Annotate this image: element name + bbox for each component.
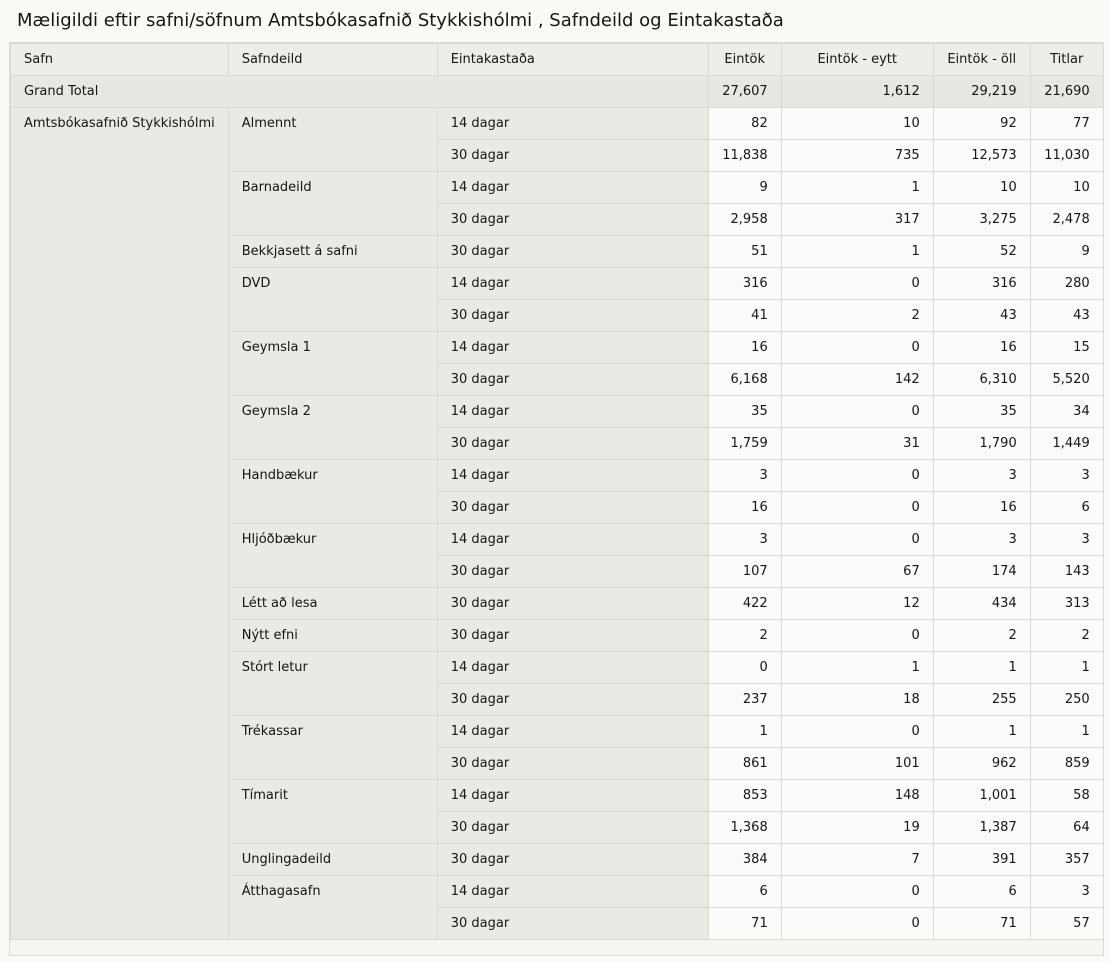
eintok-oll-cell: 391 xyxy=(933,844,1030,876)
eintakastada-cell: 14 dagar xyxy=(437,172,708,204)
safndeild-cell: Trékassar xyxy=(228,716,437,780)
eintok-cell: 35 xyxy=(708,396,781,428)
safndeild-cell: Tímarit xyxy=(228,780,437,844)
eintakastada-cell: 14 dagar xyxy=(437,396,708,428)
eintok-cell: 1 xyxy=(708,716,781,748)
eintakastada-cell: 14 dagar xyxy=(437,108,708,140)
table-row xyxy=(11,108,1104,140)
eintok-eytt-cell: 19 xyxy=(781,812,933,844)
safndeild-cell: Geymsla 1 xyxy=(228,332,437,396)
eintok-eytt-cell: 7 xyxy=(781,844,933,876)
eintok-cell: 82 xyxy=(708,108,781,140)
pivot-table xyxy=(10,43,1104,940)
eintok-eytt-cell: 142 xyxy=(781,364,933,396)
eintok-cell: 9 xyxy=(708,172,781,204)
eintok-oll-cell: 35 xyxy=(933,396,1030,428)
titlar-cell: 3 xyxy=(1030,876,1103,908)
eintakastada-cell: 14 dagar xyxy=(437,780,708,812)
eintok-oll-cell: 962 xyxy=(933,748,1030,780)
titlar-cell: 280 xyxy=(1030,268,1103,300)
eintakastada-cell: 14 dagar xyxy=(437,268,708,300)
eintok-oll-cell: 1 xyxy=(933,652,1030,684)
eintok-cell: 41 xyxy=(708,300,781,332)
col-header-titlar[interactable]: Titlar xyxy=(1030,44,1103,76)
grand-total-titlar: 21,690 xyxy=(1030,76,1103,108)
eintakastada-cell: 30 dagar xyxy=(437,364,708,396)
titlar-cell: 5,520 xyxy=(1030,364,1103,396)
eintok-oll-cell: 3 xyxy=(933,460,1030,492)
titlar-cell: 57 xyxy=(1030,908,1103,940)
eintakastada-cell: 30 dagar xyxy=(437,748,708,780)
eintok-oll-cell: 316 xyxy=(933,268,1030,300)
titlar-cell: 250 xyxy=(1030,684,1103,716)
safndeild-cell: Barnadeild xyxy=(228,172,437,236)
eintakastada-cell: 14 dagar xyxy=(437,332,708,364)
eintok-oll-cell: 2 xyxy=(933,620,1030,652)
col-header-eintok-oll[interactable]: Eintök - öll xyxy=(933,44,1030,76)
eintakastada-cell: 14 dagar xyxy=(437,716,708,748)
grand-total-label: Grand Total xyxy=(11,76,709,108)
report-title: Mæligildi eftir safni/söfnum Amtsbókasafnið Stykkishólmi , Safndeild og Eintakastaða xyxy=(17,10,784,31)
eintakastada-cell: 30 dagar xyxy=(437,492,708,524)
safndeild-cell: DVD xyxy=(228,268,437,332)
eintakastada-cell: 30 dagar xyxy=(437,684,708,716)
grand-total-eintok-eytt: 1,612 xyxy=(781,76,933,108)
titlar-cell: 1 xyxy=(1030,716,1103,748)
eintok-oll-cell: 12,573 xyxy=(933,140,1030,172)
safndeild-cell: Létt að lesa xyxy=(228,588,437,620)
eintakastada-cell: 14 dagar xyxy=(437,460,708,492)
grand-total-eintok: 27,607 xyxy=(708,76,781,108)
titlar-cell: 1 xyxy=(1030,652,1103,684)
titlar-cell: 77 xyxy=(1030,108,1103,140)
eintakastada-cell: 30 dagar xyxy=(437,812,708,844)
eintakastada-cell: 30 dagar xyxy=(437,204,708,236)
grand-total-eintok-oll: 29,219 xyxy=(933,76,1030,108)
eintok-oll-cell: 174 xyxy=(933,556,1030,588)
titlar-cell: 58 xyxy=(1030,780,1103,812)
eintakastada-cell: 14 dagar xyxy=(437,524,708,556)
eintok-oll-cell: 43 xyxy=(933,300,1030,332)
eintok-eytt-cell: 0 xyxy=(781,460,933,492)
titlar-cell: 9 xyxy=(1030,236,1103,268)
safn-cell: Amtsbókasafnið Stykkishólmi xyxy=(11,108,229,940)
eintok-eytt-cell: 148 xyxy=(781,780,933,812)
titlar-cell: 6 xyxy=(1030,492,1103,524)
eintok-oll-cell: 434 xyxy=(933,588,1030,620)
eintok-cell: 11,838 xyxy=(708,140,781,172)
titlar-cell: 2 xyxy=(1030,620,1103,652)
eintok-oll-cell: 16 xyxy=(933,332,1030,364)
safndeild-cell: Stórt letur xyxy=(228,652,437,716)
eintok-eytt-cell: 0 xyxy=(781,716,933,748)
col-header-eintok-eytt[interactable]: Eintök - eytt xyxy=(781,44,933,76)
eintok-eytt-cell: 0 xyxy=(781,524,933,556)
eintok-cell: 1,368 xyxy=(708,812,781,844)
eintok-oll-cell: 1,387 xyxy=(933,812,1030,844)
titlar-cell: 143 xyxy=(1030,556,1103,588)
titlar-cell: 11,030 xyxy=(1030,140,1103,172)
eintok-eytt-cell: 0 xyxy=(781,620,933,652)
eintakastada-cell: 30 dagar xyxy=(437,908,708,940)
eintok-oll-cell: 10 xyxy=(933,172,1030,204)
eintok-cell: 107 xyxy=(708,556,781,588)
eintok-eytt-cell: 0 xyxy=(781,268,933,300)
eintok-cell: 71 xyxy=(708,908,781,940)
titlar-cell: 64 xyxy=(1030,812,1103,844)
eintok-cell: 16 xyxy=(708,332,781,364)
eintok-eytt-cell: 101 xyxy=(781,748,933,780)
eintok-cell: 384 xyxy=(708,844,781,876)
eintok-oll-cell: 1,001 xyxy=(933,780,1030,812)
eintok-eytt-cell: 10 xyxy=(781,108,933,140)
safndeild-cell: Almennt xyxy=(228,108,437,172)
titlar-cell: 34 xyxy=(1030,396,1103,428)
eintok-eytt-cell: 0 xyxy=(781,876,933,908)
eintok-cell: 16 xyxy=(708,492,781,524)
eintok-cell: 6,168 xyxy=(708,364,781,396)
titlar-cell: 10 xyxy=(1030,172,1103,204)
eintok-oll-cell: 6 xyxy=(933,876,1030,908)
eintok-oll-cell: 92 xyxy=(933,108,1030,140)
eintok-oll-cell: 1,790 xyxy=(933,428,1030,460)
titlar-cell: 3 xyxy=(1030,460,1103,492)
eintok-cell: 2,958 xyxy=(708,204,781,236)
eintok-eytt-cell: 31 xyxy=(781,428,933,460)
eintok-eytt-cell: 0 xyxy=(781,492,933,524)
eintok-cell: 51 xyxy=(708,236,781,268)
eintakastada-cell: 14 dagar xyxy=(437,652,708,684)
eintok-oll-cell: 3,275 xyxy=(933,204,1030,236)
eintakastada-cell: 30 dagar xyxy=(437,620,708,652)
col-header-eintakastada[interactable]: Eintakastaða xyxy=(437,44,708,76)
eintok-oll-cell: 71 xyxy=(933,908,1030,940)
titlar-cell: 859 xyxy=(1030,748,1103,780)
eintok-eytt-cell: 1 xyxy=(781,652,933,684)
eintakastada-cell: 30 dagar xyxy=(437,428,708,460)
eintok-eytt-cell: 18 xyxy=(781,684,933,716)
eintakastada-cell: 30 dagar xyxy=(437,588,708,620)
col-header-eintok[interactable]: Eintök xyxy=(708,44,781,76)
eintok-oll-cell: 6,310 xyxy=(933,364,1030,396)
eintok-cell: 1,759 xyxy=(708,428,781,460)
eintok-cell: 861 xyxy=(708,748,781,780)
eintok-cell: 422 xyxy=(708,588,781,620)
eintakastada-cell: 30 dagar xyxy=(437,140,708,172)
eintok-eytt-cell: 317 xyxy=(781,204,933,236)
eintakastada-cell: 14 dagar xyxy=(437,876,708,908)
eintok-eytt-cell: 735 xyxy=(781,140,933,172)
eintok-oll-cell: 52 xyxy=(933,236,1030,268)
eintok-cell: 237 xyxy=(708,684,781,716)
col-header-safn[interactable]: Safn xyxy=(11,44,229,76)
eintakastada-cell: 30 dagar xyxy=(437,236,708,268)
safndeild-cell: Bekkjasett á safni xyxy=(228,236,437,268)
eintok-eytt-cell: 0 xyxy=(781,908,933,940)
titlar-cell: 15 xyxy=(1030,332,1103,364)
eintok-eytt-cell: 1 xyxy=(781,236,933,268)
grand-total-row xyxy=(11,76,1104,108)
eintok-eytt-cell: 67 xyxy=(781,556,933,588)
eintok-cell: 6 xyxy=(708,876,781,908)
eintok-oll-cell: 3 xyxy=(933,524,1030,556)
eintok-oll-cell: 255 xyxy=(933,684,1030,716)
titlar-cell: 313 xyxy=(1030,588,1103,620)
eintok-oll-cell: 16 xyxy=(933,492,1030,524)
safndeild-cell: Unglingadeild xyxy=(228,844,437,876)
eintok-eytt-cell: 1 xyxy=(781,172,933,204)
titlar-cell: 43 xyxy=(1030,300,1103,332)
titlar-cell: 1,449 xyxy=(1030,428,1103,460)
safndeild-cell: Geymsla 2 xyxy=(228,396,437,460)
safndeild-cell: Átthagasafn xyxy=(228,876,437,940)
titlar-cell: 357 xyxy=(1030,844,1103,876)
col-header-safndeild[interactable]: Safndeild xyxy=(228,44,437,76)
eintok-cell: 853 xyxy=(708,780,781,812)
eintok-cell: 3 xyxy=(708,524,781,556)
header-row xyxy=(11,44,1104,76)
safndeild-cell: Handbækur xyxy=(228,460,437,524)
eintok-eytt-cell: 0 xyxy=(781,332,933,364)
eintok-eytt-cell: 12 xyxy=(781,588,933,620)
eintok-cell: 3 xyxy=(708,460,781,492)
eintok-eytt-cell: 2 xyxy=(781,300,933,332)
eintok-eytt-cell: 0 xyxy=(781,396,933,428)
eintok-cell: 316 xyxy=(708,268,781,300)
safndeild-cell: Hljóðbækur xyxy=(228,524,437,588)
eintok-oll-cell: 1 xyxy=(933,716,1030,748)
safndeild-cell: Nýtt efni xyxy=(228,620,437,652)
eintakastada-cell: 30 dagar xyxy=(437,556,708,588)
eintakastada-cell: 30 dagar xyxy=(437,300,708,332)
eintakastada-cell: 30 dagar xyxy=(437,844,708,876)
eintok-cell: 0 xyxy=(708,652,781,684)
titlar-cell: 3 xyxy=(1030,524,1103,556)
eintok-cell: 2 xyxy=(708,620,781,652)
titlar-cell: 2,478 xyxy=(1030,204,1103,236)
